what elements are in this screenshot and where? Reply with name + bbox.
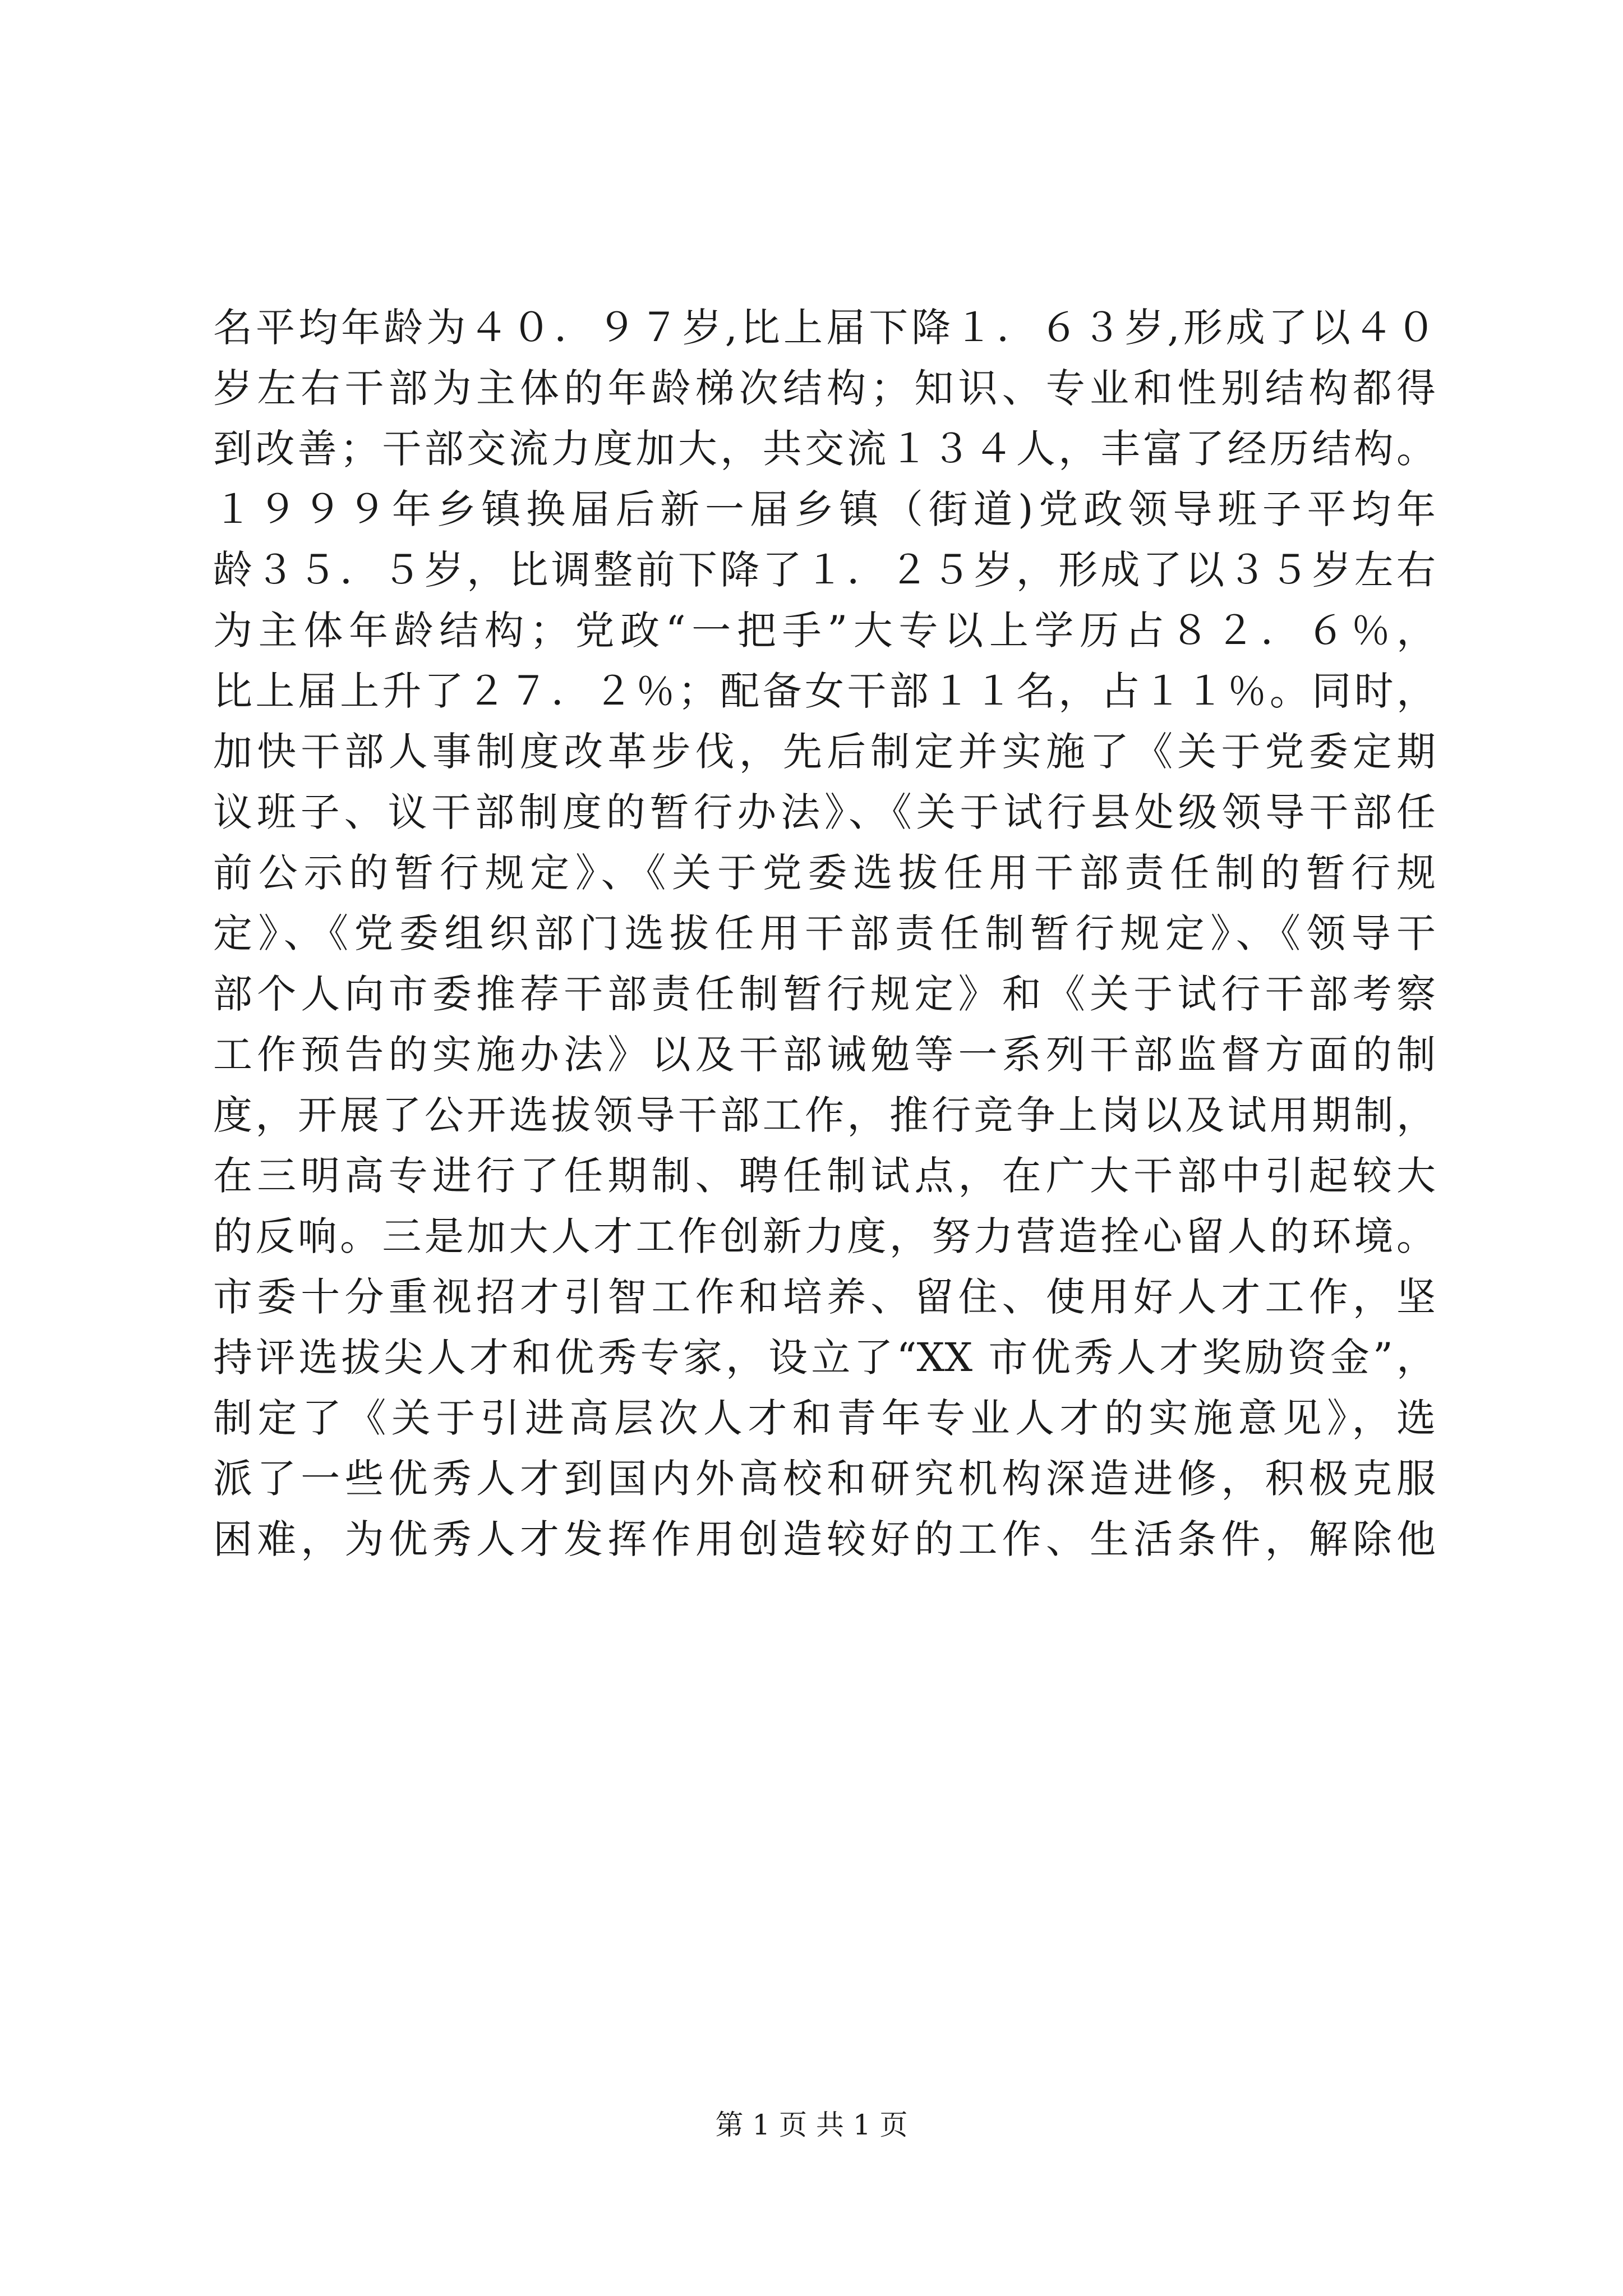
text-line: 前公示的暂行规定》、《关于党委选拔任用干部责任制的暂行规 — [213, 850, 1436, 896]
text-line: 的反响。三是加大人才工作创新力度，努力营造拴心留人的环境。 — [213, 1213, 1436, 1259]
text-line: 龄３５．５岁，比调整前下降了１．２５岁，形成了以３５岁左右 — [213, 547, 1436, 593]
text-line: 议班子、议干部制度的暂行办法》、《关于试行县处级领导干部任 — [213, 789, 1436, 835]
text-line: 部个人向市委推荐干部责任制暂行规定》和《关于试行干部考察 — [213, 971, 1436, 1017]
text-line: 派了一些优秀人才到国内外高校和研究机构深造进修，积极克服 — [213, 1456, 1436, 1502]
text-line: 比上届上升了２７．２％；配备女干部１１名，占１１％。同时， — [213, 668, 1436, 714]
text-line: 困难，为优秀人才发挥作用创造较好的工作、生活条件，解除他 — [213, 1516, 1436, 1562]
text-line: 到改善；干部交流力度加大，共交流１３４人，丰富了经历结构。 — [213, 426, 1436, 472]
body-text — [213, 297, 1436, 1570]
page-footer: 第 1 页 共 1 页 — [715, 2109, 908, 2141]
text-line: 市委十分重视招才引智工作和培养、留住、使用好人才工作，坚 — [213, 1274, 1436, 1320]
text-line: 度，开展了公开选拔领导干部工作，推行竞争上岗以及试用期制， — [213, 1092, 1436, 1138]
text-line: 在三明高专进行了任期制、聘任制试点，在广大干部中引起较大 — [213, 1153, 1436, 1199]
text-line: 为主体年龄结构；党政“一把手”大专以上学历占８２．６％， — [213, 608, 1436, 654]
text-line: 持评选拔尖人才和优秀专家，设立了“XX 市优秀人才奖励资金”， — [213, 1335, 1436, 1381]
text-line: 定》、《党委组织部门选拔任用干部责任制暂行规定》、《领导干 — [213, 910, 1436, 956]
text-line: 工作预告的实施办法》以及干部诫勉等一系列干部监督方面的制 — [213, 1032, 1436, 1078]
text-line: 制定了《关于引进高层次人才和青年专业人才的实施意见》，选 — [213, 1395, 1436, 1441]
text-line: 名平均年龄为４０．９７岁,比上届下降１．６３岁,形成了以４０ — [213, 305, 1436, 351]
text-line: 岁左右干部为主体的年龄梯次结构；知识、专业和性别结构都得 — [213, 365, 1436, 411]
text-line: 加快干部人事制度改革步伐，先后制定并实施了《关于党委定期 — [213, 729, 1436, 775]
text-line: １９９９年乡镇换届后新一届乡镇（街道)党政领导班子平均年 — [213, 486, 1436, 532]
